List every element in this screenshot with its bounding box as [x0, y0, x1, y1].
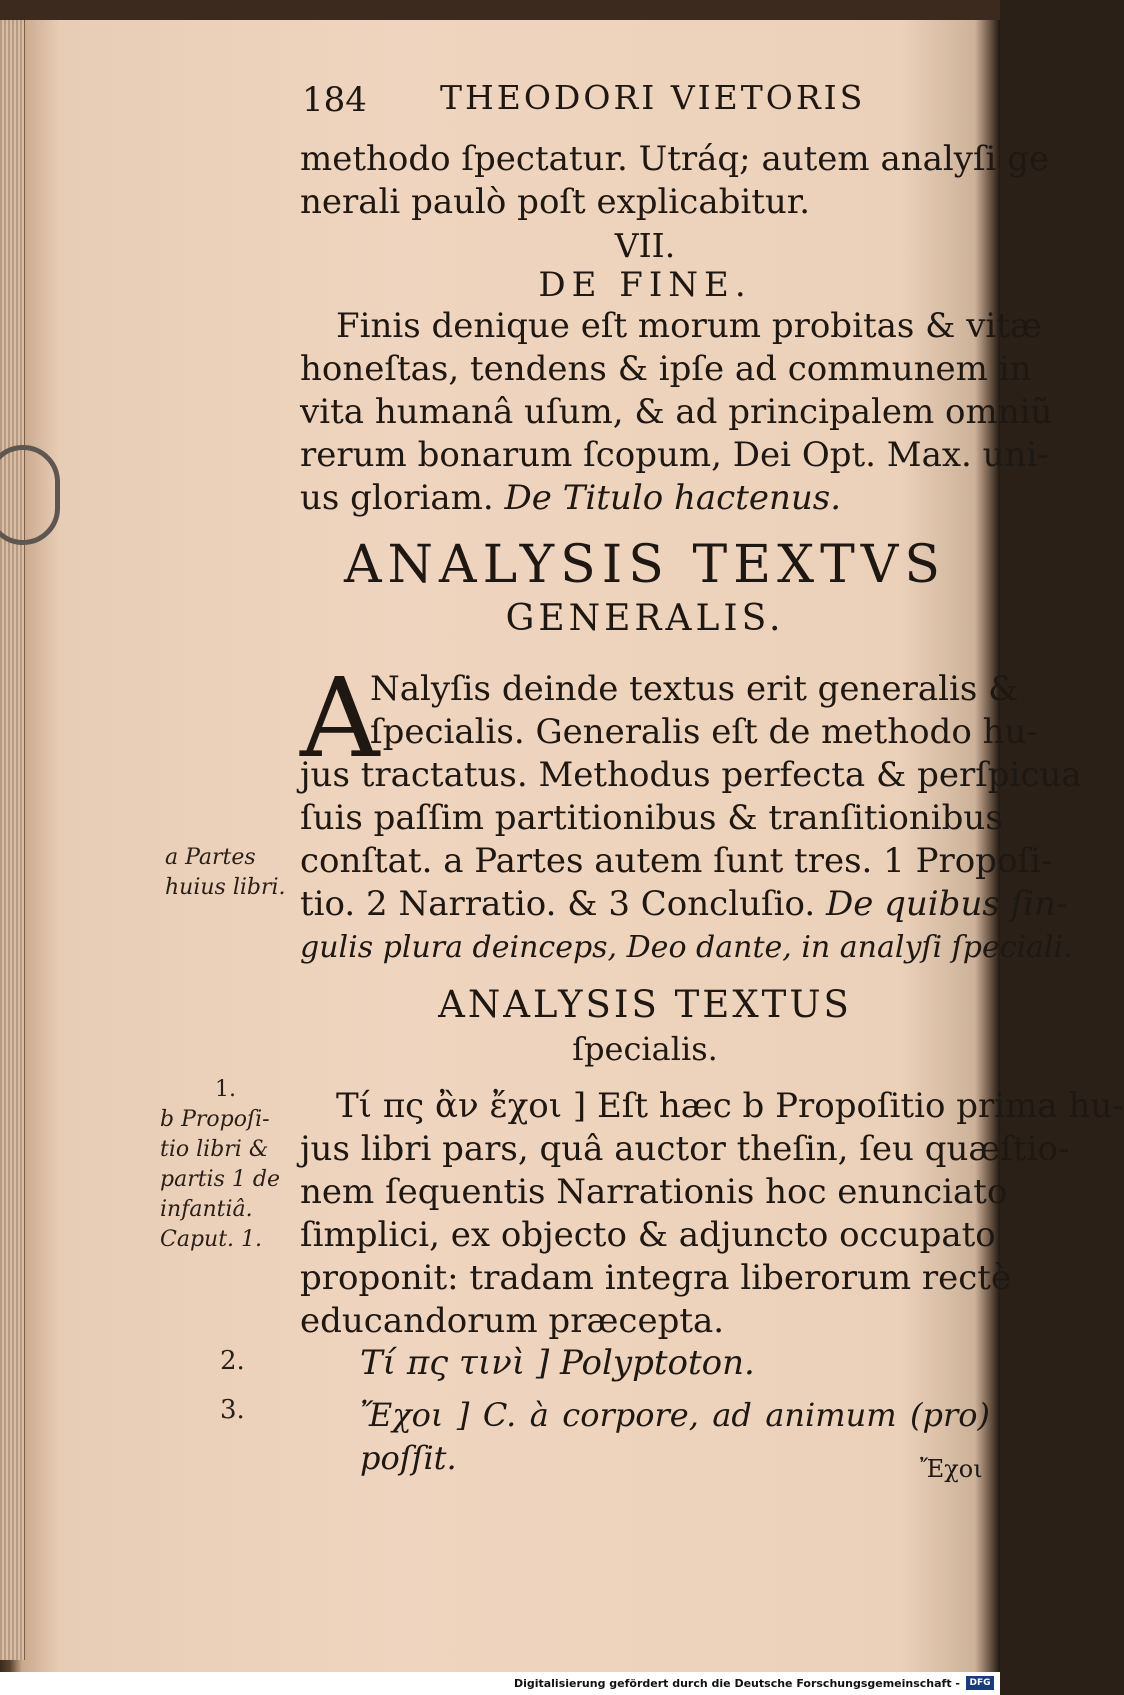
- section-heading: DE FINE.: [538, 265, 752, 305]
- section-number: VII.: [614, 226, 676, 265]
- margin-line: partis 1 de: [160, 1167, 280, 1192]
- margin-number-3: 3.: [220, 1395, 245, 1425]
- text-line: Τί πς ἂν ἔχοι ] Eſt hæc b Propoſitio prima hu-: [336, 1086, 1124, 1126]
- digitization-footer: [0, 1672, 1000, 1695]
- analysis-specialis-title: ANALYSIS TEXTUS: [438, 983, 852, 1026]
- binding-clip: [0, 445, 60, 545]
- text-line: [300, 477, 990, 520]
- margin-number-1: 1.: [215, 1077, 236, 1102]
- margin-line: huius libri.: [165, 875, 286, 900]
- catchword: Ἔχοι: [920, 1455, 983, 1483]
- margin-note-a: [165, 843, 286, 903]
- text-line: jus tractatus. Methodus perfecta & perſpicua: [300, 755, 1082, 795]
- text-line: nerali paulò poſt explicabitur.: [300, 182, 811, 222]
- text-line: [300, 883, 1068, 926]
- text-fragment: tio. 2 Narratio. & 3 Concluſio.: [300, 884, 816, 924]
- text-fragment: us gloriam.: [300, 478, 494, 518]
- italic-text: De Titulo hactenus.: [504, 478, 842, 518]
- margin-note-b: [160, 1105, 280, 1255]
- text-line: nem ſequentis Narrationis hoc enunciato: [300, 1172, 1008, 1212]
- analysis-specialis-subtitle: ſpecialis.: [572, 1030, 718, 1068]
- analysis-generalis-subtitle: GENERALIS.: [505, 598, 785, 639]
- de-fine-paragraph: [300, 305, 1053, 520]
- book-page-edges: [0, 20, 25, 1660]
- text-line: methodo ſpectatur. Utráq; autem analyſi ge: [300, 139, 1050, 179]
- page-number: 184: [302, 80, 367, 120]
- text-line: Finis denique eſt morum probitas & vitæ: [336, 306, 1042, 346]
- analysis-generalis-title: ANALYSIS TEXTVS: [344, 535, 946, 595]
- margin-line: infantiâ.: [160, 1197, 253, 1222]
- italic-line: gulis plura deinceps, Deo dante, in analyſi ſpeciali.: [300, 930, 1073, 965]
- top-continuation: [300, 138, 1050, 224]
- text-line: vita humanâ uſum, & ad principalem omniũ: [300, 392, 1053, 432]
- dfg-logo: DFG: [966, 1676, 994, 1690]
- text-line: proponit: tradam integra liberorum rectè: [300, 1258, 1012, 1298]
- drop-cap: A: [300, 654, 380, 782]
- text-line: Nalyſis deinde textus erit generalis &: [370, 669, 1019, 709]
- analysis-specialis-paragraph: [300, 1085, 1124, 1343]
- text-line: honeſtas, tendens & ipſe ad communem in: [300, 349, 1032, 389]
- text-line: ſpecialis. Generalis eſt de methodo hu-: [370, 712, 1038, 752]
- margin-line: Caput. 1.: [160, 1227, 263, 1252]
- running-title: THEODORI VIETORIS: [440, 78, 866, 117]
- text-line: educandorum præcepta.: [300, 1301, 725, 1341]
- italic-text: De quibus ſin-: [825, 884, 1068, 924]
- page-header: [300, 78, 940, 128]
- text-line: ſimplici, ex objecto & adjuncto occupato: [300, 1215, 996, 1255]
- scan-top-border: [0, 0, 1000, 20]
- text-line: rerum bonarum ſcopum, Dei Opt. Max. uni-: [300, 435, 1049, 475]
- item-three: Ἔχοι ] C. à corpore, ad animum (pro) poſſit.: [360, 1396, 990, 1477]
- margin-line: tio libri &: [160, 1137, 269, 1162]
- item-two: Τί πς τινὶ ] Polyptoton.: [360, 1343, 755, 1383]
- analysis-generalis-paragraph: [300, 654, 1082, 969]
- margin-line: a Partes: [165, 845, 256, 870]
- text-line: jus libri pars, quâ auctor theſin, ſeu quæſtio-: [300, 1129, 1070, 1169]
- margin-number-2: 2.: [220, 1346, 245, 1376]
- footer-credit: Digitalisierung gefördert durch die Deutsche Forschungsgemeinschaft -: [513, 1677, 960, 1690]
- text-line: conſtat. a Partes autem ſunt tres. 1 Propoſi-: [300, 841, 1053, 881]
- text-line: ſuis paſſim partitionibus & tranſitionibus: [300, 798, 1003, 838]
- margin-line: b Propoſi-: [160, 1107, 270, 1132]
